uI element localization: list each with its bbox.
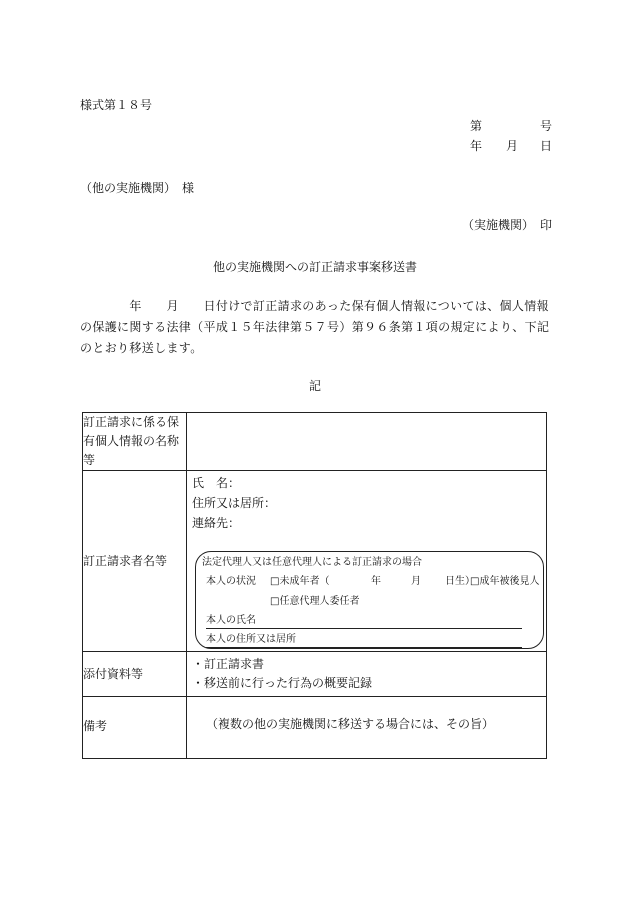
remarks-cell bbox=[187, 697, 547, 759]
date-month: 月 bbox=[506, 139, 519, 153]
requester-contact-label: 連絡先： bbox=[192, 516, 241, 530]
info-name-value bbox=[187, 413, 547, 471]
date-day: 日 bbox=[540, 139, 553, 153]
attachments-cell bbox=[187, 652, 547, 697]
transfer-details-table bbox=[82, 412, 547, 759]
voluntary-agent-checkbox: □任意代理人委任者 bbox=[270, 596, 360, 607]
row-label-remarks: 備考 bbox=[83, 697, 187, 759]
document-title: 他の実施機関への訂正請求事案移送書 bbox=[212, 260, 417, 274]
ki-heading: 記 bbox=[308, 379, 321, 393]
birth-month-label: 月 bbox=[411, 576, 421, 587]
minor-checkbox: □未成年者（ bbox=[270, 576, 330, 587]
attachment-item: ・移送前に行った行為の概要記録 bbox=[192, 676, 373, 690]
principal-address-line: 本人の住所又は居所 bbox=[206, 633, 522, 648]
row-label-requester: 訂正請求者名等 bbox=[83, 471, 187, 652]
table-row bbox=[83, 413, 547, 471]
table-row bbox=[83, 471, 547, 652]
proxy-box-title: 法定代理人又は任意代理人による訂正請求の場合 bbox=[202, 557, 422, 568]
addressee: （他の実施機関） 様 bbox=[80, 181, 195, 195]
requester-name-label: 氏 名： bbox=[192, 476, 241, 490]
attachment-item: ・訂正請求書 bbox=[192, 657, 265, 671]
body-paragraph: 年 月 日付けで訂正請求のあった保有個人情報については、個人情報の保護に関する法律（平成１５年法律第５７号）第９６条第１項の規定により、下記のとおり移送します。 bbox=[80, 299, 550, 355]
adult-guardian-checkbox: □成年被後見人 bbox=[470, 576, 540, 587]
row-label-attachments: 添付資料等 bbox=[83, 652, 187, 697]
table-row bbox=[83, 652, 547, 697]
proxy-request-box bbox=[195, 551, 544, 649]
birth-year-label: 年 bbox=[371, 576, 381, 587]
form-number: 様式第１８号 bbox=[80, 98, 153, 112]
requester-address-label: 住所又は居所： bbox=[192, 496, 277, 510]
remarks-note: （複数の他の実施機関に移送する場合には、その旨） bbox=[206, 717, 495, 731]
date-year: 年 bbox=[470, 139, 483, 153]
principal-name-line: 本人の氏名 bbox=[206, 614, 522, 629]
document-number-suffix: 号 bbox=[540, 119, 553, 133]
row-label-info-name: 訂正請求に係る保有個人情報の名称等 bbox=[83, 413, 187, 471]
table-row bbox=[83, 697, 547, 759]
document-number-label: 第 bbox=[470, 119, 483, 133]
requester-cell bbox=[187, 471, 547, 652]
sender-seal: （実施機関） 印 bbox=[462, 218, 553, 232]
birth-day-label: 日生） bbox=[445, 576, 475, 587]
principal-status-label: 本人の状況 bbox=[206, 576, 256, 587]
